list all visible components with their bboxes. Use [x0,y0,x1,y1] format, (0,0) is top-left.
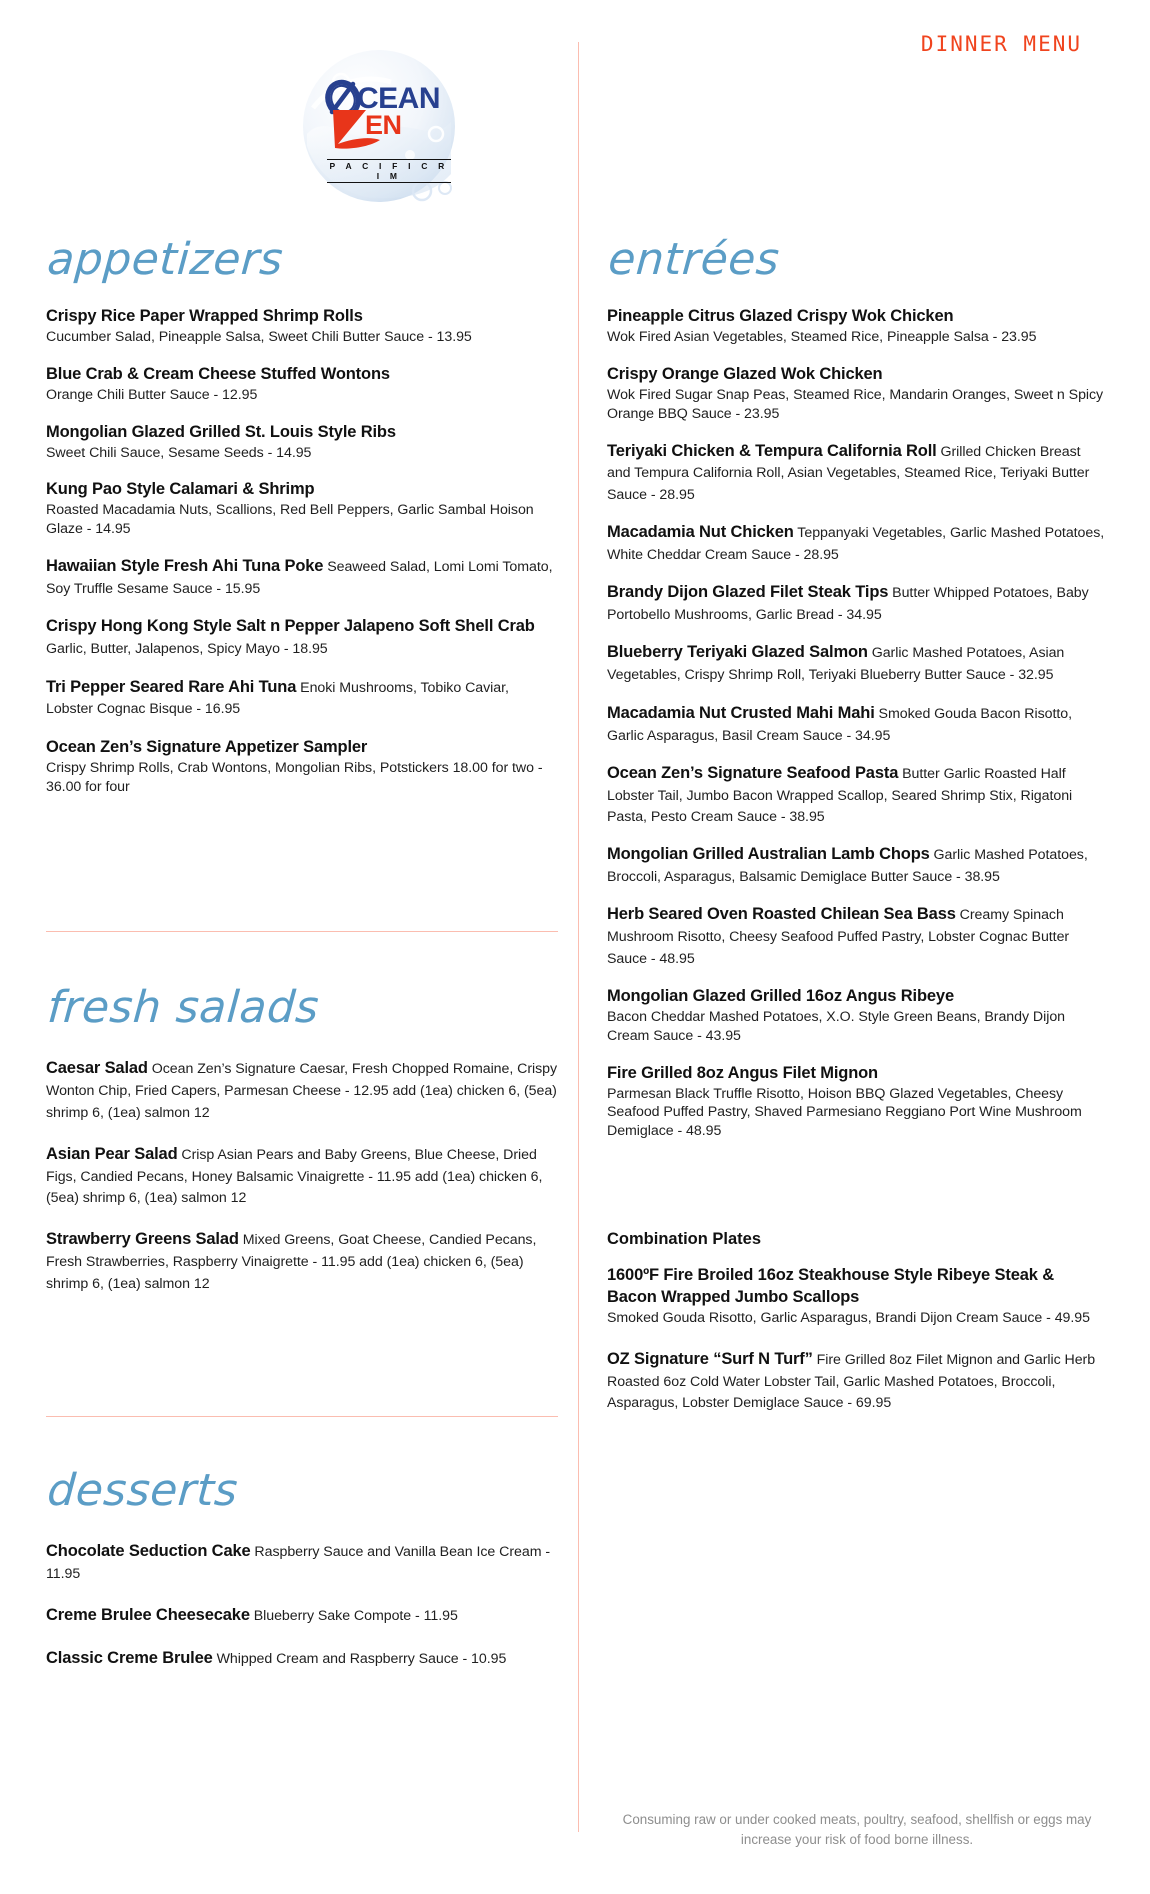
item-description: Orange Chili Butter Sauce - 12.95 [46,386,258,403]
menu-item [607,986,1107,1046]
menu-item [607,763,1107,827]
menu-item [46,479,558,539]
item-name: Chocolate Seduction Cake [46,1541,251,1560]
item-name: Herb Seared Oven Roasted Chilean Sea Bass [607,905,956,924]
item-description: Garlic, Butter, Jalapenos, Spicy Mayo - 18.95 [46,641,328,658]
item-description: Sweet Chili Sauce, Sesame Seeds - 14.95 [46,444,312,461]
item-name: Blue Crab & Cream Cheese Stuffed Wontons [46,364,390,383]
menu-item [46,616,558,659]
item-name: OZ Signature “Surf N Turf” [607,1349,813,1368]
menu-item [607,1265,1107,1328]
item-name: Hawaiian Style Fresh Ahi Tuna Poke [46,557,324,576]
item-description: Bacon Cheddar Mashed Potatoes, X.O. Style Green Beans, Brandy Dijon Cream Sauce - 43.95 [607,1008,1066,1044]
item-name: 1600ºF Fire Broiled 16oz Steakhouse Style Ribeye Steak & Bacon Wrapped Jumbo Scallops [607,1266,1054,1307]
left-column [45,234,558,1687]
column-divider [578,42,579,1832]
item-description: Blueberry Sake Compote - 11.95 [249,1608,458,1625]
stylized-z-icon [325,98,383,154]
item-description: Wok Fired Asian Vegetables, Steamed Rice, Pineapple Salsa - 23.95 [607,328,1037,345]
item-description: Grilled Chicken Breast and Tempura California Roll, Asian Vegetables, Steamed Rice, Teriyaki Butter Sauce - 28.95 [607,443,1090,503]
menu-item [46,306,558,347]
item-description: Garlic Mashed Potatoes, Asian Vegetables, Crispy Shrimp Roll, Teriyaki Blueberry Butter Sauce - 32.95 [607,645,1065,684]
menu-item [607,844,1107,887]
item-name: Macadamia Nut Crusted Mahi Mahi [607,703,875,722]
item-description: Mixed Greens, Goat Cheese, Candied Pecans, Fresh Strawberries, Raspberry Vinaigrette - 11.95 add (1ea) chicken 6, (5ea) shrimp 6, (1ea) salmon 12 [46,1232,537,1292]
item-name: Mongolian Glazed Grilled St. Louis Style Ribs [46,422,396,441]
item-name: Macadamia Nut Chicken [607,522,794,541]
item-description: Cucumber Salad, Pineapple Salsa, Sweet Chili Butter Sauce - 13.95 [46,328,472,345]
item-description: Smoked Gouda Risotto, Garlic Asparagus, Brandi Dijon Cream Sauce - 49.95 [607,1310,1090,1327]
item-name: Ocean Zen’s Signature Seafood Pasta [607,763,899,782]
item-description: Enoki Mushrooms, Tobiko Caviar, Lobster Cognac Bisque - 16.95 [46,679,509,718]
menu-item [46,1541,558,1584]
menu-item [607,904,1107,968]
menu-item [607,306,1107,347]
section-appetizers [45,234,558,796]
section-entrees [606,234,1107,1141]
section-fresh-salads [45,982,558,1293]
menu-header [0,0,1150,230]
item-name: Caesar Salad [46,1059,148,1078]
menu-item [46,677,558,720]
section-heading-desserts: desserts [45,1464,240,1516]
menu-item [46,1648,558,1670]
item-name: Pineapple Citrus Glazed Crispy Wok Chicken [607,307,954,325]
menu-item [607,441,1107,505]
item-name: Teriyaki Chicken & Tempura California Roll [607,441,937,460]
item-name: Crispy Rice Paper Wrapped Shrimp Rolls [46,307,363,325]
item-name: Blueberry Teriyaki Glazed Salmon [607,643,868,662]
item-description: Roasted Macadamia Nuts, Scallions, Red Bell Peppers, Garlic Sambal Hoison Glaze - 14.95 [46,502,534,538]
menu-item [607,364,1107,424]
logo-tagline: P A C I F I C R I M [327,159,451,183]
menu-item [46,1144,558,1208]
item-description: Smoked Gouda Bacon Risotto, Garlic Asparagus, Basil Cream Sauce - 34.95 [607,705,1072,744]
menu-item [607,703,1107,746]
menu-item [46,1605,558,1627]
item-name: Ocean Zen’s Signature Appetizer Sampler [46,737,368,756]
item-name: Strawberry Greens Salad [46,1230,239,1249]
menu-item [46,737,558,797]
item-description: Parmesan Black Truffle Risotto, Hoison BBQ Glazed Vegetables, Cheesy Seafood Puffed Pastry, Shaved Parmesiano Reggiano Port Wine Mushroom Demiglace - 48.95 [607,1085,1082,1140]
item-description: Butter Garlic Roasted Half Lobster Tail, Jumbo Bacon Wrapped Scallop, Seared Shrimp Stix, Rigatoni Pasta, Pesto Cream Sauce - 38.95 [607,765,1073,825]
item-description: Butter Whipped Potatoes, Baby Portobello Mushrooms, Garlic Bread - 34.95 [607,585,1089,624]
item-description: Ocean Zen’s Signature Caesar, Fresh Chopped Romaine, Crispy Wonton Chip, Fried Capers, Parmesan Cheese - 12.95 add (1ea) chicken 6, (5ea) shrimp 6, (1ea) salmon 12 [46,1061,558,1121]
menu-item [46,364,558,405]
item-name: Crispy Hong Kong Style Salt n Pepper Jalapeno Soft Shell Crab [46,617,535,636]
item-name: Creme Brulee Cheesecake [46,1606,250,1625]
item-description: Crisp Asian Pears and Baby Greens, Blue Cheese, Dried Figs, Candied Pecans, Honey Balsamic Vinaigrette - 11.95 add (1ea) chicken 6, (5ea) shrimp 6, (1ea) salmon 12 [46,1146,543,1207]
subsection-heading-combination-plates: Combination Plates [607,1230,762,1249]
menu-item [607,1349,1107,1413]
item-description: Seaweed Salad, Lomi Lomi Tomato, Soy Truffle Sesame Sauce - 15.95 [46,559,553,598]
section-combination-plates [607,1230,1107,1413]
menu-item [607,1063,1107,1142]
menu-item [607,582,1107,625]
item-description: Crispy Shrimp Rolls, Crab Wontons, Mongolian Ribs, Potstickers 18.00 for two - 36.00 for four [46,759,543,795]
ocean-zen-logo [295,48,490,208]
dinner-menu-label: DINNER MENU [920,32,1082,56]
logo-ocean-text: CEAN [357,82,441,115]
item-name: Classic Creme Brulee [46,1648,213,1667]
item-name: Crispy Orange Glazed Wok Chicken [607,364,883,383]
section-desserts [45,1464,558,1670]
menu-item [46,422,558,463]
item-name: Mongolian Glazed Grilled 16oz Angus Ribeye [607,986,954,1005]
item-description: Wok Fired Sugar Snap Peas, Steamed Rice, Mandarin Oranges, Sweet n Spicy Orange BBQ Sauce - 23.95 [607,386,1104,422]
item-name: Mongolian Grilled Australian Lamb Chops [607,845,930,864]
logo-zen-word [323,112,483,139]
food-safety-disclaimer: Consuming raw or under cooked meats, poultry, seafood, shellfish or eggs may increase your risk of food borne illness. [622,1812,1092,1848]
section-heading-fresh-salads: fresh salads [45,982,321,1034]
item-name: Asian Pear Salad [46,1144,178,1163]
item-description: Fire Grilled 8oz Filet Mignon and Garlic Herb Roasted 6oz Cold Water Lobster Tail, Garlic Mashed Potatoes, Broccoli, Asparagus, Lobster Demiglace Sauce - 69.95 [607,1351,1096,1412]
section-heading-appetizers: appetizers [45,234,285,285]
menu-item [46,1058,558,1122]
item-description: Creamy Spinach Mushroom Risotto, Cheesy Seafood Puffed Pastry, Lobster Cognac Butter Sauce - 48.95 [607,907,1070,967]
logo-wordmark [323,84,483,183]
item-name: Kung Pao Style Calamari & Shrimp [46,480,315,499]
item-name: Tri Pepper Seared Rare Ahi Tuna [46,677,297,696]
logo-zen-text: EN [365,110,402,140]
menu-item [46,1229,558,1293]
item-name: Fire Grilled 8oz Angus Filet Mignon [607,1063,878,1082]
section-heading-entrees: entrées [606,234,782,285]
menu-item [46,556,558,599]
item-description: Teppanyaki Vegetables, Garlic Mashed Potatoes, White Cheddar Cream Sauce - 28.95 [607,524,1105,563]
menu-item [607,642,1107,685]
menu-item [607,522,1107,565]
right-column [606,234,1107,1430]
item-description: Whipped Cream and Raspberry Sauce - 10.95 [212,1650,507,1667]
item-description: Garlic Mashed Potatoes, Broccoli, Asparagus, Balsamic Demiglace Butter Sauce - 38.95 [607,847,1088,886]
item-description: Raspberry Sauce and Vanilla Bean Ice Cream - 11.95 [46,1543,551,1582]
item-name: Brandy Dijon Glazed Filet Steak Tips [607,583,889,602]
